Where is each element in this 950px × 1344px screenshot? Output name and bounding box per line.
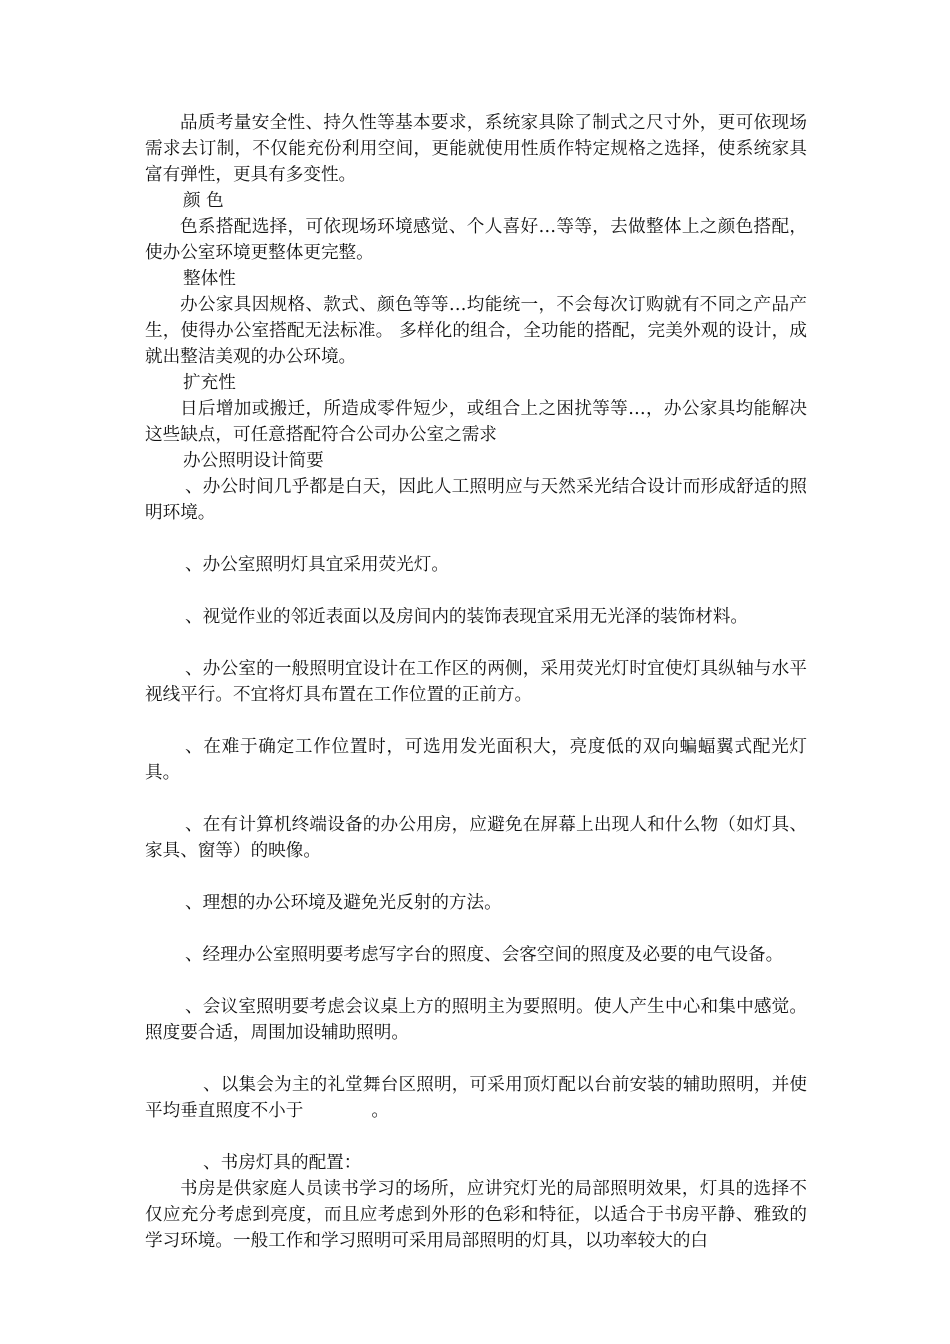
lighting-item-5: 、在难于确定工作位置时，可选用发光面积大，亮度低的双向蝙蝠翼式配光灯具。 (145, 737, 807, 783)
lighting-item-10-text: 、以集会为主的礼堂舞台区照明，可采用顶灯配以台前安装的辅助照明，并使平均垂直照度不小于 (145, 1075, 807, 1121)
lighting-item-8: 、经理办公室照明要考虑写字台的照度、会客空间的照度及必要的电气设备。 (185, 945, 784, 965)
document-page (145, 110, 807, 1254)
paragraph-quality: 品质考量安全性、持久性等基本要求，系统家具除了制式之尺寸外，更可依现场需求去订制，不仅能充份利用空间，更能就使用性质作特定规格之选择，使系统家具富有弹性，更具有多变性。 (145, 113, 807, 185)
lighting-item-1: 、办公时间几乎都是白天，因此人工照明应与天然采光结合设计而形成舒适的照明环境。 (145, 477, 807, 523)
lighting-item-9: 、会议室照明要考虑会议桌上方的照明主为要照明。使人产生中心和集中感觉。照度要合适，周围加设辅助照明。 (145, 997, 807, 1043)
lighting-item-3: 、视觉作业的邻近表面以及房间内的装饰表现宜采用无光泽的装饰材料。 (185, 607, 749, 627)
heading-integrity: 整体性 (183, 269, 236, 289)
lighting-item-10 (145, 1072, 807, 1124)
study-lighting-heading: 、书房灯具的配置： (203, 1153, 362, 1173)
paragraph-integrity: 办公家具因规格、款式、颜色等等…均能统一，不会每次订购就有不同之产品产生，使得办公室搭配无法标准。 多样化的组合，全功能的搭配，完美外观的设计，成就出整洁美观的办公环境。 (145, 295, 807, 367)
lighting-item-4: 、办公室的一般照明宜设计在工作区的两侧，采用荧光灯时宜使灯具纵轴与水平视线平行。不宜将灯具布置在工作位置的正前方。 (145, 659, 807, 705)
paragraph-color: 色系搭配选择，可依现场环境感觉、个人喜好…等等，去做整体上之颜色搭配，使办公室环境更整体更完整。 (145, 217, 807, 263)
heading-expandability: 扩充性 (183, 373, 236, 393)
heading-lighting: 办公照明设计简要 (183, 451, 324, 471)
paragraph-expandability: 日后增加或搬迁，所造成零件短少，或组合上之困扰等等…，办公家具均能解决这些缺点，可任意搭配符合公司办公室之需求 (145, 399, 807, 445)
lighting-item-7: 、理想的办公环境及避免光反射的方法。 (185, 893, 502, 913)
heading-color: 颜 色 (183, 191, 224, 211)
lighting-item-10-end: 。 (371, 1101, 389, 1121)
lighting-item-6: 、在有计算机终端设备的办公用房，应避免在屏幕上出现人和什么物（如灯具、家具、窗等）的映像。 (145, 815, 807, 861)
paragraph-study-lighting: 书房是供家庭人员读书学习的场所，应讲究灯光的局部照明效果，灯具的选择不仅应充分考虑到亮度，而且应考虑到外形的色彩和特征，以适合于书房平静、雅致的学习环境。一般工作和学习照明可采用局部照明的灯具，以功率较大的白 (145, 1179, 807, 1251)
lighting-item-2: 、办公室照明灯具宜采用荧光灯。 (185, 555, 449, 575)
